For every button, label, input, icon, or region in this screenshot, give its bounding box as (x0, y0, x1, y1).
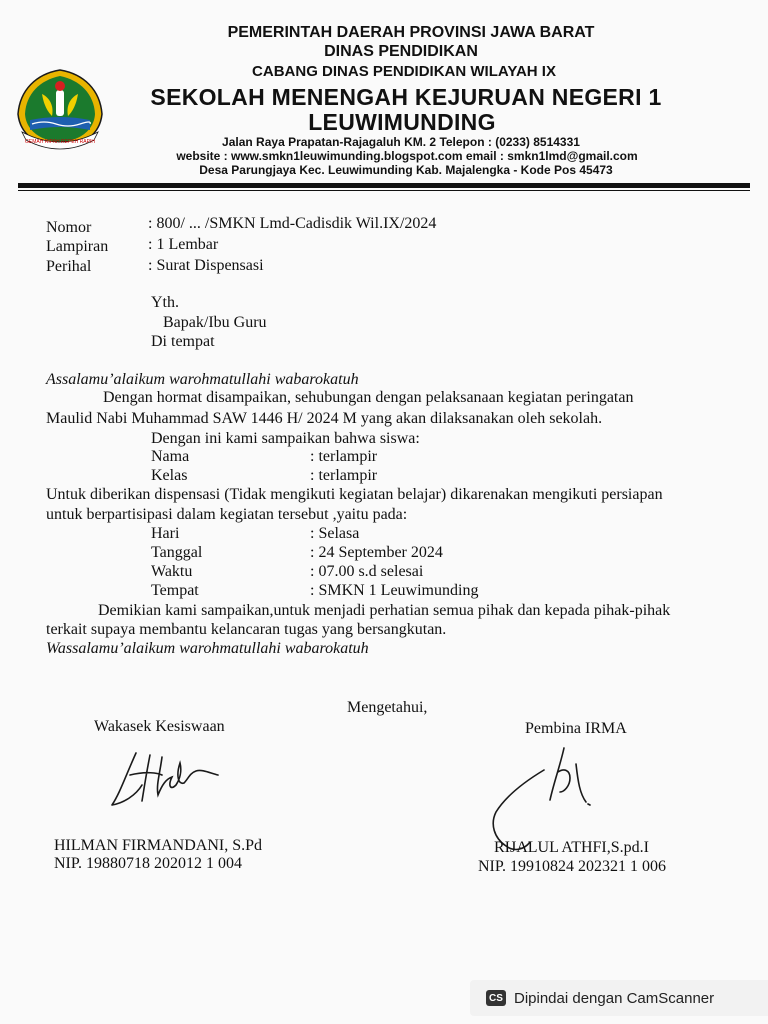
camscanner-watermark (470, 980, 768, 1016)
school-village: Desa Parungjaya Kec. Leuwimunding Kab. Majalengka - Kode Pos 45473 (199, 163, 613, 177)
right-signatory-title: Pembina IRMA (525, 720, 627, 737)
header-divider-thick (18, 183, 750, 188)
opening-greeting: Assalamu’alaikum warohmatullahi wabarokatuh (46, 371, 359, 388)
paragraph-1-line-1: Dengan hormat disampaikan, sehubungan dengan pelaksanaan kegiatan peringatan (103, 389, 634, 406)
nomor-value: : 800/ ... /SMKN Lmd-Cadisdik Wil.IX/2024 (148, 215, 437, 232)
recipient-place: Di tempat (151, 333, 215, 350)
left-signatory-nip: NIP. 19880718 202012 1 004 (54, 855, 243, 872)
waktu-value: : 07.00 s.d selesai (310, 563, 424, 580)
mengetahui-label: Mengetahui, (347, 699, 428, 716)
tempat-label: Tempat (151, 582, 199, 599)
kelas-value: : terlampir (310, 467, 378, 484)
kelas-label: Kelas (151, 467, 188, 484)
hari-label: Hari (151, 525, 180, 542)
lampiran-label: Lampiran (46, 238, 109, 255)
agency-heading: DINAS PENDIDIKAN (324, 43, 478, 60)
logo-motto: GEMAH RIPAH REPEH RAPIH (25, 139, 95, 145)
right-signatory-nip: NIP. 19910824 202321 1 006 (478, 858, 667, 875)
school-website-email: website : www.smkn1leuwimunding.blogspot.com email : smkn1lmd@gmail.com (176, 149, 638, 163)
camscanner-icon: CS (486, 990, 506, 1006)
nomor-label: Nomor (46, 219, 92, 236)
school-heading: SEKOLAH MENENGAH KEJURUAN NEGERI 1 (150, 84, 662, 110)
school-address: Jalan Raya Prapatan-Rajagaluh KM. 2 Telepon : (0233) 8514331 (222, 135, 580, 149)
closing-greeting: Wassalamu’alaikum warohmatullahi wabarokatuh (46, 640, 369, 657)
paragraph-4-line-2: terkait supaya membantu kelancaran tugas yang bersangkutan. (46, 621, 447, 638)
paragraph-4-line-1: Demikian kami sampaikan,untuk menjadi perhatian semua pihak dan kepada pihak-pihak (98, 602, 671, 619)
yth-label: Yth. (151, 294, 179, 311)
perihal-label: Perihal (46, 258, 92, 275)
waktu-label: Waktu (151, 563, 193, 580)
left-signature-mark (106, 745, 226, 815)
tempat-value: : SMKN 1 Leuwimunding (310, 582, 479, 599)
right-signatory-name: RIJALUL ATHFI,S.pd.I (494, 839, 649, 856)
left-signatory-name: HILMAN FIRMANDANI, S.Pd (54, 837, 263, 854)
nama-value: : terlampir (310, 448, 378, 465)
paragraph-1-line-2: Maulid Nabi Muhammad SAW 1446 H/ 2024 M yang akan dilaksanakan oleh sekolah. (46, 410, 603, 427)
tanggal-label: Tanggal (151, 544, 203, 561)
recipient-name: Bapak/Ibu Guru (163, 314, 267, 331)
school-location-heading: LEUWIMUNDING (308, 109, 496, 135)
hari-value: : Selasa (310, 525, 360, 542)
camscanner-label: Dipindai dengan CamScanner (514, 989, 715, 1007)
nama-label: Nama (151, 448, 190, 465)
paragraph-3-line-2: untuk berpartisipasi dalam kegiatan tersebut ,yaitu pada: (46, 506, 408, 523)
paragraph-3-line-1: Untuk diberikan dispensasi (Tidak mengikuti kegiatan belajar) dikarenakan mengikuti persiapan (46, 486, 663, 503)
header-divider-thin (18, 190, 750, 191)
province-heading: PEMERINTAH DAERAH PROVINSI JAWA BARAT (227, 24, 595, 41)
left-signatory-title: Wakasek Kesiswaan (94, 718, 225, 735)
branch-heading: CABANG DINAS PENDIDIKAN WILAYAH IX (252, 63, 556, 80)
paragraph-2: Dengan ini kami sampaikan bahwa siswa: (151, 430, 420, 447)
lampiran-value: : 1 Lembar (148, 236, 219, 253)
perihal-value: : Surat Dispensasi (148, 257, 264, 274)
tanggal-value: : 24 September 2024 (310, 544, 443, 561)
